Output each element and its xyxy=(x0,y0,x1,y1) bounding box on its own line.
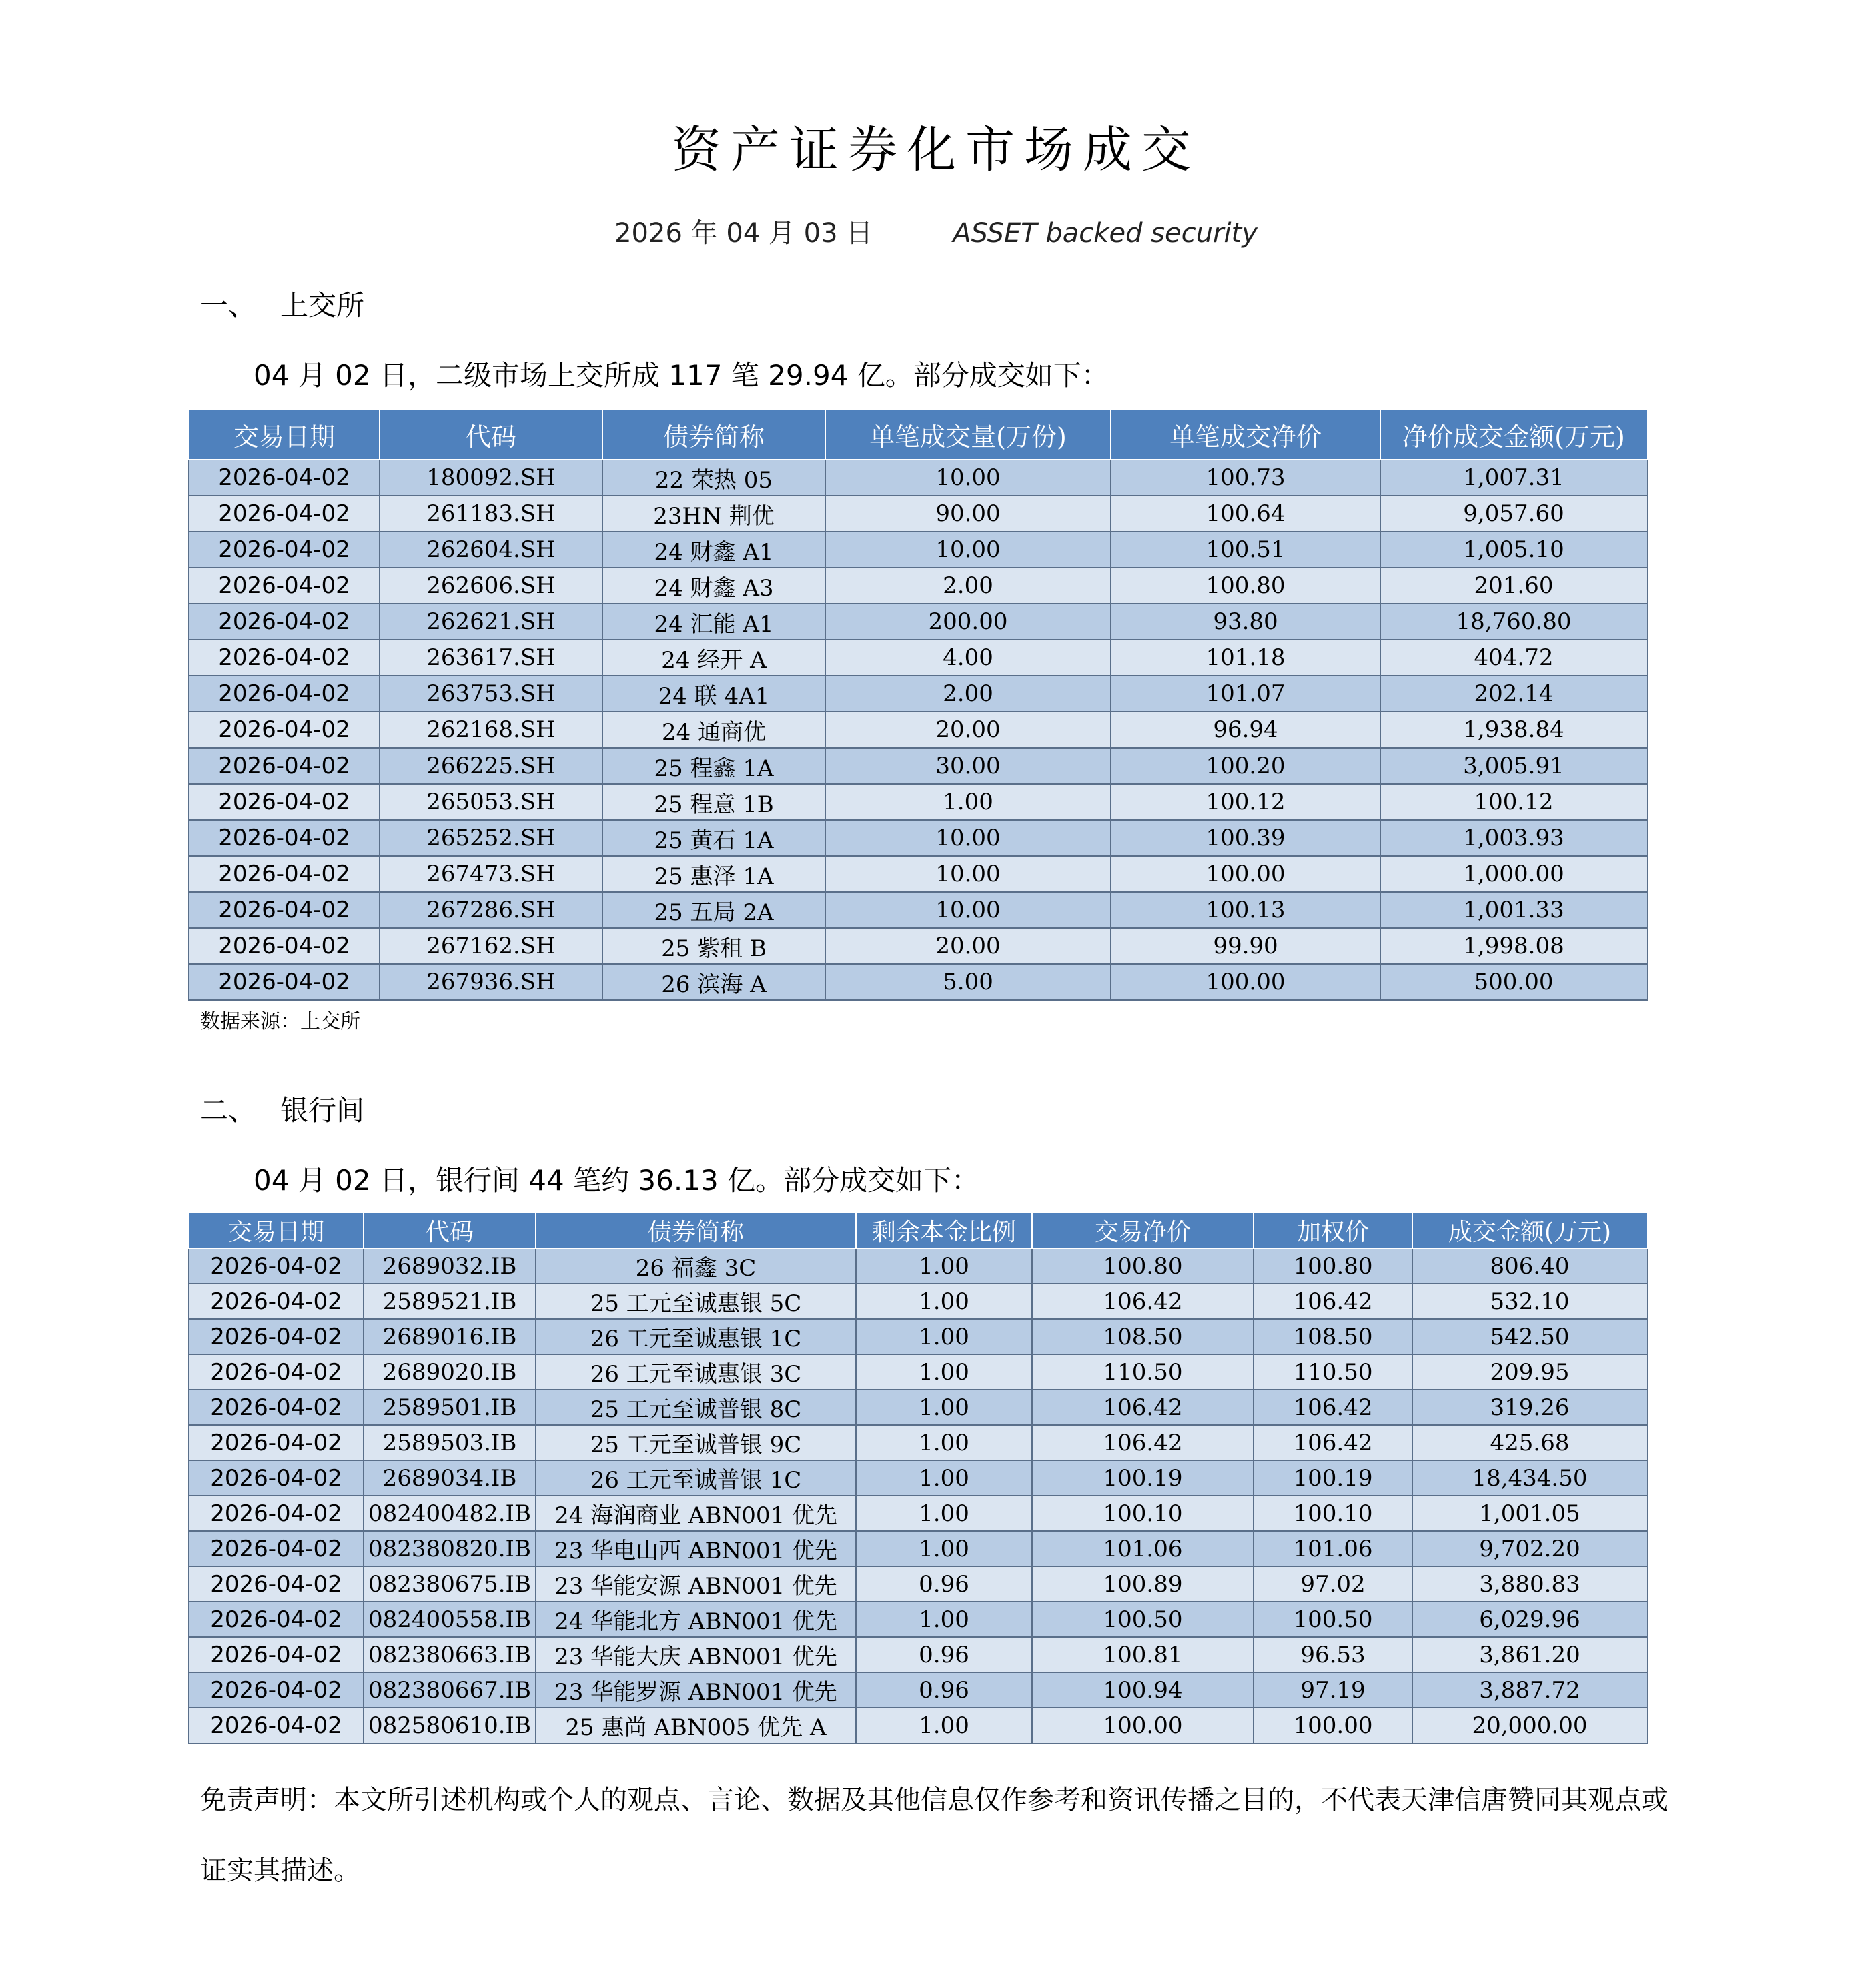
table-cell: 2026-04-02 xyxy=(189,1531,364,1566)
table-cell: 267936.SH xyxy=(380,964,602,1000)
table-cell: 25 工元至诚普银 9C xyxy=(536,1425,856,1460)
table-cell: 2026-04-02 xyxy=(189,1637,364,1672)
table-row xyxy=(189,1284,1647,1319)
table-cell: 23 华能安源 ABN001 优先 xyxy=(536,1566,856,1602)
table-cell: 106.42 xyxy=(1254,1425,1412,1460)
table-cell: 101.06 xyxy=(1254,1531,1412,1566)
table-cell: 24 通商优 xyxy=(602,712,825,748)
table-cell: 100.50 xyxy=(1254,1602,1412,1637)
table-cell: 96.53 xyxy=(1254,1637,1412,1672)
column-header: 代码 xyxy=(364,1212,536,1248)
table-row xyxy=(189,1460,1647,1496)
table-row xyxy=(189,640,1647,676)
table-cell: 101.06 xyxy=(1032,1531,1254,1566)
table-cell: 3,861.20 xyxy=(1412,1637,1647,1672)
table-cell: 100.00 xyxy=(1111,856,1380,892)
table-cell: 209.95 xyxy=(1412,1354,1647,1390)
table-cell: 110.50 xyxy=(1254,1354,1412,1390)
column-header: 成交金额(万元) xyxy=(1412,1212,1647,1248)
table-cell: 542.50 xyxy=(1412,1319,1647,1354)
table-cell: 082380820.IB xyxy=(364,1531,536,1566)
table-cell: 25 惠泽 1A xyxy=(602,856,825,892)
table-cell: 100.19 xyxy=(1254,1460,1412,1496)
table-cell: 806.40 xyxy=(1412,1248,1647,1284)
table-cell: 263617.SH xyxy=(380,640,602,676)
table-cell: 100.10 xyxy=(1254,1496,1412,1531)
table-cell: 532.10 xyxy=(1412,1284,1647,1319)
table-row xyxy=(189,1566,1647,1602)
table-cell: 2026-04-02 xyxy=(189,1672,364,1708)
table-cell: 93.80 xyxy=(1111,604,1380,640)
table-cell: 26 工元至诚普银 1C xyxy=(536,1460,856,1496)
column-header: 加权价 xyxy=(1254,1212,1412,1248)
table-cell: 202.14 xyxy=(1380,676,1647,712)
table-cell: 100.19 xyxy=(1032,1460,1254,1496)
table-row xyxy=(189,1708,1647,1743)
table-cell: 96.94 xyxy=(1111,712,1380,748)
table-cell: 23 华电山西 ABN001 优先 xyxy=(536,1531,856,1566)
table-cell: 108.50 xyxy=(1254,1319,1412,1354)
table-cell: 2026-04-02 xyxy=(189,1602,364,1637)
table-cell: 22 荣热 05 xyxy=(602,460,825,496)
table-row xyxy=(189,460,1647,496)
table-cell: 500.00 xyxy=(1380,964,1647,1000)
table-cell: 106.42 xyxy=(1254,1390,1412,1425)
table-cell: 100.94 xyxy=(1032,1672,1254,1708)
column-header: 代码 xyxy=(380,409,602,460)
table-cell: 100.89 xyxy=(1032,1566,1254,1602)
table-cell: 9,702.20 xyxy=(1412,1531,1647,1566)
table-cell: 2026-04-02 xyxy=(189,1390,364,1425)
table-cell: 25 惠尚 ABN005 优先 A xyxy=(536,1708,856,1743)
column-header: 交易日期 xyxy=(189,1212,364,1248)
table-cell: 101.07 xyxy=(1111,676,1380,712)
table-cell: 18,760.80 xyxy=(1380,604,1647,640)
table-row xyxy=(189,1496,1647,1531)
table-cell: 100.20 xyxy=(1111,748,1380,784)
table-cell: 266225.SH xyxy=(380,748,602,784)
table-cell: 100.00 xyxy=(1254,1708,1412,1743)
table-cell: 404.72 xyxy=(1380,640,1647,676)
table-cell: 262621.SH xyxy=(380,604,602,640)
table-row xyxy=(189,892,1647,928)
table-cell: 2026-04-02 xyxy=(189,784,380,820)
sse-trades-table xyxy=(188,408,1648,1001)
table-cell: 1,001.05 xyxy=(1412,1496,1647,1531)
table-cell: 106.42 xyxy=(1032,1390,1254,1425)
table-cell: 425.68 xyxy=(1412,1425,1647,1460)
table-cell: 24 海润商业 ABN001 优先 xyxy=(536,1496,856,1531)
table-cell: 1,000.00 xyxy=(1380,856,1647,892)
table-row xyxy=(189,1531,1647,1566)
table-cell: 2026-04-02 xyxy=(189,496,380,532)
table-cell: 108.50 xyxy=(1032,1319,1254,1354)
table-cell: 082580610.IB xyxy=(364,1708,536,1743)
table-cell: 1.00 xyxy=(856,1531,1032,1566)
table-cell: 1.00 xyxy=(856,1496,1032,1531)
table-cell: 3,005.91 xyxy=(1380,748,1647,784)
table-row xyxy=(189,1425,1647,1460)
table-cell: 2026-04-02 xyxy=(189,640,380,676)
table-cell: 3,887.72 xyxy=(1412,1672,1647,1708)
table-cell: 2026-04-02 xyxy=(189,604,380,640)
table-cell: 2026-04-02 xyxy=(189,928,380,964)
column-header: 债券简称 xyxy=(602,409,825,460)
table-row xyxy=(189,568,1647,604)
table-row xyxy=(189,820,1647,856)
table-cell: 262168.SH xyxy=(380,712,602,748)
table-cell: 100.64 xyxy=(1111,496,1380,532)
table-cell: 200.00 xyxy=(825,604,1111,640)
table-cell: 2026-04-02 xyxy=(189,1708,364,1743)
data-source-note: 数据来源：上交所 xyxy=(200,1010,360,1033)
table-cell: 26 滨海 A xyxy=(602,964,825,1000)
table-cell: 1.00 xyxy=(856,1602,1032,1637)
table-row xyxy=(189,1672,1647,1708)
table-cell: 1.00 xyxy=(856,1284,1032,1319)
table-cell: 100.80 xyxy=(1111,568,1380,604)
table-row xyxy=(189,1319,1647,1354)
table-cell: 2689032.IB xyxy=(364,1248,536,1284)
table-cell: 24 华能北方 ABN001 优先 xyxy=(536,1602,856,1637)
table-cell: 0.96 xyxy=(856,1672,1032,1708)
page-title: 资产证券化市场成交 xyxy=(672,121,1200,179)
report-date: 2026 年 04 月 03 日 xyxy=(614,218,873,249)
table-row xyxy=(189,1390,1647,1425)
table-cell: 1.00 xyxy=(856,1319,1032,1354)
table-cell: 2026-04-02 xyxy=(189,568,380,604)
table-cell: 2689020.IB xyxy=(364,1354,536,1390)
table-cell: 0.96 xyxy=(856,1637,1032,1672)
table-cell: 2026-04-02 xyxy=(189,676,380,712)
table-cell: 18,434.50 xyxy=(1412,1460,1647,1496)
sse-summary: 04 月 02 日，二级市场上交所成 117 笔 29.94 亿。部分成交如下： xyxy=(254,359,1109,392)
table-cell: 25 黄石 1A xyxy=(602,820,825,856)
table-cell: 4.00 xyxy=(825,640,1111,676)
table-cell: 106.42 xyxy=(1032,1284,1254,1319)
column-header: 交易净价 xyxy=(1032,1212,1254,1248)
english-subtitle: ASSET backed security xyxy=(953,218,1258,249)
table-cell: 201.60 xyxy=(1380,568,1647,604)
table-cell: 26 工元至诚惠银 1C xyxy=(536,1319,856,1354)
table-cell: 23 华能大庆 ABN001 优先 xyxy=(536,1637,856,1672)
table-cell: 101.18 xyxy=(1111,640,1380,676)
table-cell: 0.96 xyxy=(856,1566,1032,1602)
table-cell: 100.13 xyxy=(1111,892,1380,928)
table-cell: 100.10 xyxy=(1032,1496,1254,1531)
subtitle xyxy=(0,213,1872,254)
table-cell: 2589521.IB xyxy=(364,1284,536,1319)
table-cell: 20.00 xyxy=(825,928,1111,964)
table-row xyxy=(189,784,1647,820)
table-cell: 10.00 xyxy=(825,856,1111,892)
table-cell: 25 工元至诚惠银 5C xyxy=(536,1284,856,1319)
table-row xyxy=(189,712,1647,748)
section-name: 上交所 xyxy=(280,289,365,322)
table-cell: 2.00 xyxy=(825,568,1111,604)
table-row xyxy=(189,496,1647,532)
table-cell: 2026-04-02 xyxy=(189,712,380,748)
table-cell: 2026-04-02 xyxy=(189,1460,364,1496)
table-cell: 25 程鑫 1A xyxy=(602,748,825,784)
table-header-row xyxy=(189,409,1647,460)
table-cell: 267286.SH xyxy=(380,892,602,928)
table-cell: 100.39 xyxy=(1111,820,1380,856)
table-header-row xyxy=(189,1212,1647,1248)
table-cell: 1.00 xyxy=(856,1354,1032,1390)
table-cell: 90.00 xyxy=(825,496,1111,532)
table-cell: 2689034.IB xyxy=(364,1460,536,1496)
table-cell: 100.00 xyxy=(1111,964,1380,1000)
table-cell: 267473.SH xyxy=(380,856,602,892)
table-cell: 082380675.IB xyxy=(364,1566,536,1602)
table-cell: 082400482.IB xyxy=(364,1496,536,1531)
table-cell: 3,880.83 xyxy=(1412,1566,1647,1602)
table-cell: 5.00 xyxy=(825,964,1111,1000)
table-cell: 1,005.10 xyxy=(1380,532,1647,568)
table-cell: 2026-04-02 xyxy=(189,532,380,568)
table-cell: 25 紫租 B xyxy=(602,928,825,964)
table-cell: 2026-04-02 xyxy=(189,892,380,928)
table-cell: 1,001.33 xyxy=(1380,892,1647,928)
table-cell: 1,003.93 xyxy=(1380,820,1647,856)
table-cell: 2026-04-02 xyxy=(189,1284,364,1319)
table-row xyxy=(189,1602,1647,1637)
table-cell: 100.00 xyxy=(1032,1708,1254,1743)
table-cell: 100.80 xyxy=(1254,1248,1412,1284)
table-cell: 265053.SH xyxy=(380,784,602,820)
table-row xyxy=(189,676,1647,712)
table-cell: 2026-04-02 xyxy=(189,1425,364,1460)
table-cell: 2026-04-02 xyxy=(189,820,380,856)
table-cell: 9,057.60 xyxy=(1380,496,1647,532)
table-row xyxy=(189,1637,1647,1672)
table-cell: 10.00 xyxy=(825,892,1111,928)
section-name: 银行间 xyxy=(280,1094,365,1127)
interbank-summary: 04 月 02 日，银行间 44 笔约 36.13 亿。部分成交如下： xyxy=(254,1164,980,1197)
table-row xyxy=(189,532,1647,568)
table-cell: 263753.SH xyxy=(380,676,602,712)
table-cell: 24 联 4A1 xyxy=(602,676,825,712)
interbank-trades-table xyxy=(188,1211,1648,1744)
table-cell: 110.50 xyxy=(1032,1354,1254,1390)
table-cell: 106.42 xyxy=(1032,1425,1254,1460)
column-header: 债券简称 xyxy=(536,1212,856,1248)
table-cell: 100.73 xyxy=(1111,460,1380,496)
table-cell: 1,007.31 xyxy=(1380,460,1647,496)
table-cell: 1.00 xyxy=(856,1390,1032,1425)
table-cell: 2.00 xyxy=(825,676,1111,712)
table-cell: 99.90 xyxy=(1111,928,1380,964)
table-cell: 30.00 xyxy=(825,748,1111,784)
table-cell: 26 福鑫 3C xyxy=(536,1248,856,1284)
table-cell: 24 经开 A xyxy=(602,640,825,676)
table-cell: 10.00 xyxy=(825,820,1111,856)
table-cell: 180092.SH xyxy=(380,460,602,496)
table-cell: 106.42 xyxy=(1254,1284,1412,1319)
table-cell: 6,029.96 xyxy=(1412,1602,1647,1637)
table-cell: 1,938.84 xyxy=(1380,712,1647,748)
table-cell: 2589501.IB xyxy=(364,1390,536,1425)
table-cell: 23HN 荆优 xyxy=(602,496,825,532)
table-cell: 25 工元至诚普银 8C xyxy=(536,1390,856,1425)
table-cell: 2026-04-02 xyxy=(189,1496,364,1531)
column-header: 净价成交金额(万元) xyxy=(1380,409,1647,460)
table-cell: 2026-04-02 xyxy=(189,856,380,892)
table-cell: 24 财鑫 A1 xyxy=(602,532,825,568)
column-header: 单笔成交净价 xyxy=(1111,409,1380,460)
table-cell: 265252.SH xyxy=(380,820,602,856)
table-cell: 24 财鑫 A3 xyxy=(602,568,825,604)
table-cell: 2026-04-02 xyxy=(189,1354,364,1390)
table-cell: 100.12 xyxy=(1380,784,1647,820)
table-cell: 2026-04-02 xyxy=(189,460,380,496)
table-cell: 2026-04-02 xyxy=(189,964,380,1000)
table-cell: 20.00 xyxy=(825,712,1111,748)
table-cell: 10.00 xyxy=(825,532,1111,568)
table-cell: 1.00 xyxy=(856,1248,1032,1284)
table-cell: 100.50 xyxy=(1032,1602,1254,1637)
table-cell: 1.00 xyxy=(856,1708,1032,1743)
table-cell: 23 华能罗源 ABN001 优先 xyxy=(536,1672,856,1708)
table-cell: 2589503.IB xyxy=(364,1425,536,1460)
table-cell: 100.12 xyxy=(1111,784,1380,820)
table-cell: 26 工元至诚惠银 3C xyxy=(536,1354,856,1390)
table-row xyxy=(189,1354,1647,1390)
table-cell: 1,998.08 xyxy=(1380,928,1647,964)
table-cell: 1.00 xyxy=(825,784,1111,820)
table-cell: 262606.SH xyxy=(380,568,602,604)
table-cell: 100.51 xyxy=(1111,532,1380,568)
section-heading-sse xyxy=(200,286,364,326)
table-cell: 262604.SH xyxy=(380,532,602,568)
table-cell: 20,000.00 xyxy=(1412,1708,1647,1743)
table-cell: 2026-04-02 xyxy=(189,1566,364,1602)
table-cell: 97.02 xyxy=(1254,1566,1412,1602)
table-cell: 082400558.IB xyxy=(364,1602,536,1637)
table-row xyxy=(189,964,1647,1000)
table-row xyxy=(189,928,1647,964)
table-row xyxy=(189,856,1647,892)
table-cell: 10.00 xyxy=(825,460,1111,496)
table-cell: 100.80 xyxy=(1032,1248,1254,1284)
table-cell: 267162.SH xyxy=(380,928,602,964)
table-cell: 082380667.IB xyxy=(364,1672,536,1708)
table-cell: 1.00 xyxy=(856,1425,1032,1460)
table-cell: 97.19 xyxy=(1254,1672,1412,1708)
disclaimer: 免责声明：本文所引述机构或个人的观点、言论、数据及其他信息仅作参考和资讯传播之目的，不代表天津信唐赞同其观点或证实其描述。 xyxy=(200,1785,1668,1886)
section-heading-interbank xyxy=(200,1091,364,1131)
table-cell: 25 五局 2A xyxy=(602,892,825,928)
column-header: 剩余本金比例 xyxy=(856,1212,1032,1248)
table-cell: 082380663.IB xyxy=(364,1637,536,1672)
table-row xyxy=(189,1248,1647,1284)
table-cell: 261183.SH xyxy=(380,496,602,532)
table-cell: 2026-04-02 xyxy=(189,1248,364,1284)
table-row xyxy=(189,604,1647,640)
table-cell: 25 程意 1B xyxy=(602,784,825,820)
table-cell: 24 汇能 A1 xyxy=(602,604,825,640)
section-number: 二、 xyxy=(200,1094,257,1127)
table-cell: 2026-04-02 xyxy=(189,748,380,784)
table-cell: 2026-04-02 xyxy=(189,1319,364,1354)
column-header: 交易日期 xyxy=(189,409,380,460)
table-row xyxy=(189,748,1647,784)
table-cell: 1.00 xyxy=(856,1460,1032,1496)
section-number: 一、 xyxy=(200,289,257,322)
table-cell: 319.26 xyxy=(1412,1390,1647,1425)
column-header: 单笔成交量(万份) xyxy=(825,409,1111,460)
table-cell: 2689016.IB xyxy=(364,1319,536,1354)
table-cell: 100.81 xyxy=(1032,1637,1254,1672)
